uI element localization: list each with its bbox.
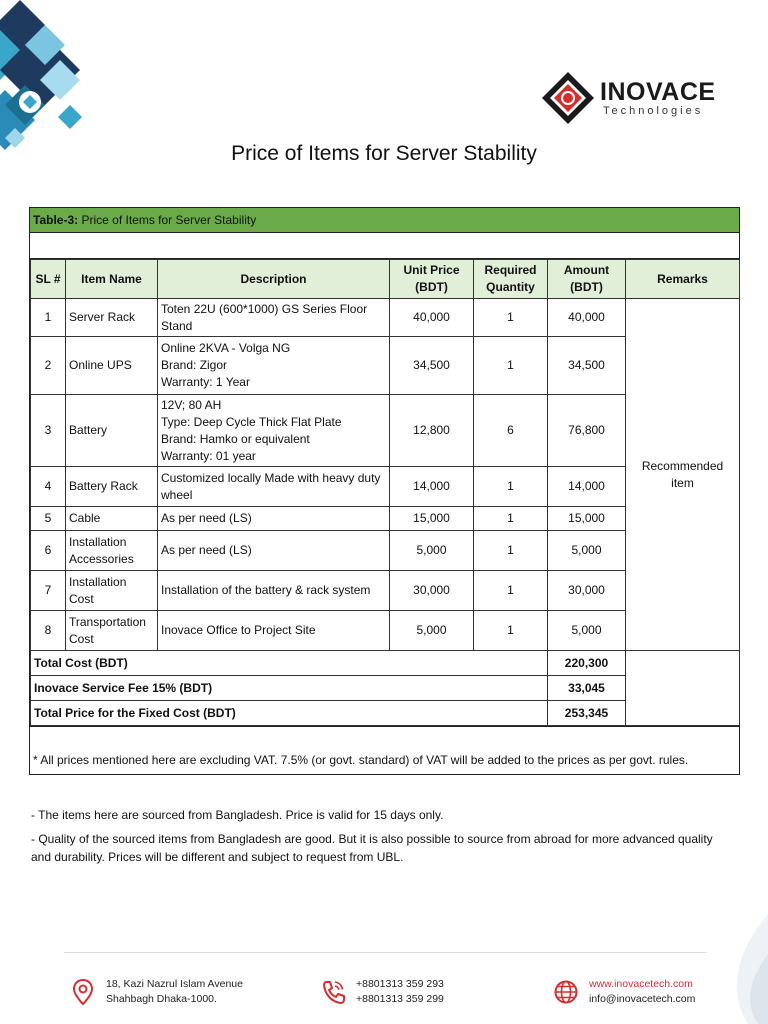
cell-description: [158, 507, 390, 531]
cell-description: [158, 337, 390, 395]
cell-sl: 4: [31, 467, 66, 507]
total-value: 253,345: [548, 701, 626, 726]
page-title: Price of Items for Server Stability: [231, 142, 537, 165]
description-line: Brand: Zigor: [161, 358, 228, 372]
notes-section: [31, 806, 731, 872]
cell-amount: 76,800: [548, 395, 626, 467]
cell-quantity: 1: [474, 611, 548, 651]
price-table: [30, 259, 740, 726]
company-logo: [540, 70, 716, 126]
corner-decoration-top-left: [0, 0, 110, 150]
header-unit-price: Unit Price (BDT): [390, 260, 474, 299]
cell-amount: 30,000: [548, 571, 626, 611]
description-line: Warranty: 01 year: [161, 448, 256, 463]
cell-quantity: 1: [474, 467, 548, 507]
address-line-2: Shahbagh Dhaka-1000.: [106, 993, 217, 1005]
cell-unit-price: 14,000: [390, 467, 474, 507]
cell-item-name: Installation Cost: [66, 571, 158, 611]
cell-amount: 5,000: [548, 531, 626, 571]
description-line: Brand: Hamko or equivalent: [161, 431, 310, 446]
total-label: Inovace Service Fee 15% (BDT): [31, 676, 548, 701]
description-line: 12V; 80 AH: [161, 397, 222, 412]
footer-divider: [64, 952, 706, 953]
cell-sl: 1: [31, 299, 66, 337]
globe-icon: [553, 978, 579, 1006]
cell-amount: 14,000: [548, 467, 626, 507]
header-item-name: Item Name: [66, 260, 158, 299]
cell-sl: 7: [31, 571, 66, 611]
description-line: Warranty: 1 Year: [161, 375, 250, 389]
vat-note: * All prices mentioned here are excluding VAT. 7.5% (or govt. standard) of VAT will be added to the prices as per govt. rules.: [30, 726, 739, 774]
header-amount: Amount (BDT): [548, 260, 626, 299]
cell-description: [158, 611, 390, 651]
cell-unit-price: 30,000: [390, 571, 474, 611]
cell-item-name: Server Rack: [66, 299, 158, 337]
footer-phones: [320, 977, 444, 1007]
cell-description: [158, 467, 390, 507]
table-caption-text: Price of Items for Server Stability: [81, 213, 257, 227]
cell-quantity: 1: [474, 299, 548, 337]
cell-quantity: 1: [474, 571, 548, 611]
inovace-logo-icon: [540, 70, 596, 126]
description-line: As per need (LS): [161, 511, 252, 525]
total-value: 33,045: [548, 676, 626, 701]
footer-contact: [553, 977, 695, 1007]
cell-unit-price: 5,000: [390, 611, 474, 651]
total-label: Total Cost (BDT): [31, 651, 548, 676]
cell-description: [158, 571, 390, 611]
note-quality: - Quality of the sourced items from Bangladesh are good. But it is also possible to source from abroad for more advanced quality and durability. Prices will be different and subject to request from UBL.: [31, 832, 713, 864]
cell-amount: 5,000: [548, 611, 626, 651]
footer-address: [70, 977, 243, 1007]
cell-amount: 40,000: [548, 299, 626, 337]
cell-item-name: Transportation Cost: [66, 611, 158, 651]
cell-description: [158, 531, 390, 571]
phone-icon: [320, 978, 346, 1006]
description-line: Toten 22U (600*1000) GS Series Floor Stand: [161, 301, 368, 333]
cell-item-name: Battery Rack: [66, 467, 158, 507]
cell-unit-price: 34,500: [390, 337, 474, 395]
cell-remarks: Recommended item: [626, 299, 740, 651]
corner-decoration-bottom-right: [678, 914, 768, 1024]
logo-tagline: Technologies: [603, 105, 704, 117]
cell-item-name: Cable: [66, 507, 158, 531]
cell-unit-price: 15,000: [390, 507, 474, 531]
header-remarks: Remarks: [626, 260, 740, 299]
note-sourcing: - The items here are sourced from Bangladesh. Price is valid for 15 days only.: [31, 808, 444, 822]
cell-sl: 6: [31, 531, 66, 571]
cell-quantity: 1: [474, 337, 548, 395]
description-line: Installation of the battery & rack system: [161, 583, 371, 597]
address-line-1: 18, Kazi Nazrul Islam Avenue: [106, 978, 243, 990]
header-sl: SL #: [31, 260, 66, 299]
cell-quantity: 1: [474, 507, 548, 531]
cell-item-name: Online UPS: [66, 337, 158, 395]
email-link[interactable]: info@inovacetech.com: [589, 993, 696, 1005]
header-required-quantity: Required Quantity: [474, 260, 548, 299]
cell-amount: 15,000: [548, 507, 626, 531]
cell-sl: 8: [31, 611, 66, 651]
totals-remarks-empty: [626, 651, 740, 726]
cell-sl: 5: [31, 507, 66, 531]
location-pin-icon: [70, 978, 96, 1006]
price-table-container: [29, 207, 740, 775]
cell-description: [158, 395, 390, 467]
cell-description: [158, 299, 390, 337]
total-row: [31, 651, 740, 676]
description-line: Type: Deep Cycle Thick Flat Plate: [161, 414, 342, 429]
table-caption: [30, 208, 739, 233]
cell-item-name: Installation Accessories: [66, 531, 158, 571]
phone-2[interactable]: +8801313 359 299: [356, 993, 444, 1005]
cell-quantity: 1: [474, 531, 548, 571]
table-spacer-row: [30, 233, 739, 259]
description-line: Inovace Office to Project Site: [161, 623, 316, 637]
cell-unit-price: 12,800: [390, 395, 474, 467]
table-header-row: [31, 260, 740, 299]
phone-1[interactable]: +8801313 359 293: [356, 978, 444, 990]
description-line: Customized locally Made with heavy duty wheel: [161, 470, 381, 502]
total-value: 220,300: [548, 651, 626, 676]
header-description: Description: [158, 260, 390, 299]
cell-sl: 2: [31, 337, 66, 395]
table-caption-label: Table-3:: [33, 213, 79, 227]
table-row: [31, 299, 740, 337]
description-line: As per need (LS): [161, 543, 252, 557]
website-link[interactable]: www.inovacetech.com: [589, 978, 693, 990]
cell-unit-price: 5,000: [390, 531, 474, 571]
cell-sl: 3: [31, 395, 66, 467]
cell-unit-price: 40,000: [390, 299, 474, 337]
cell-quantity: 6: [474, 395, 548, 467]
description-line: Online 2KVA - Volga NG: [161, 341, 291, 355]
cell-item-name: Battery: [66, 395, 158, 467]
total-label: Total Price for the Fixed Cost (BDT): [31, 701, 548, 726]
logo-name: INOVACE: [600, 78, 716, 106]
cell-amount: 34,500: [548, 337, 626, 395]
